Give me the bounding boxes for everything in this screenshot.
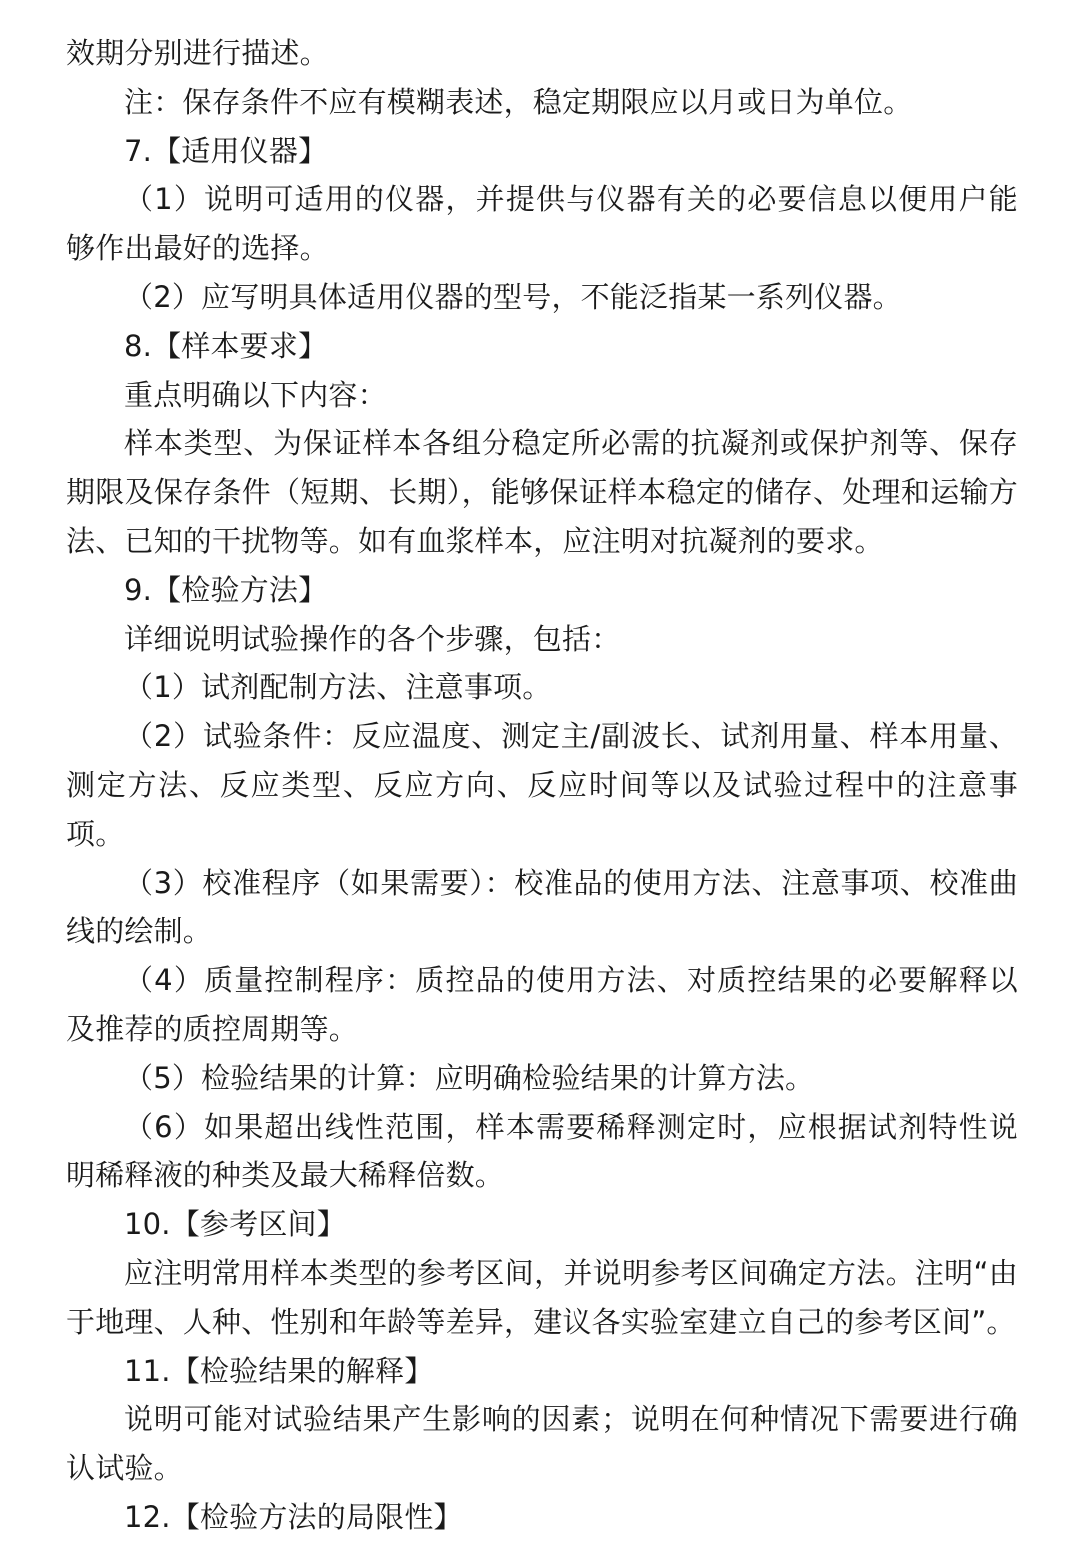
section-heading-10: 10.【参考区间】 (124, 1207, 346, 1242)
section-heading-12: 12.【检验方法的局限性】 (124, 1499, 463, 1534)
continued-paragraph: 效期分别进行描述。 (66, 36, 329, 70)
section-heading-8: 8.【样本要求】 (124, 328, 328, 363)
method-item-4: （4）质量控制程序：质控品的使用方法、对质控结果的必要解释以及推荐的质控周期等。 (66, 963, 1018, 1046)
section-heading-9: 9.【检验方法】 (124, 572, 328, 607)
storage-note: 注：保存条件不应有模糊表述，稳定期限应以月或日为单位。 (124, 84, 913, 119)
instrument-item-2: （2）应写明具体适用仪器的型号，不能泛指某一系列仪器。 (124, 279, 902, 314)
method-item-5: （5）检验结果的计算：应明确检验结果的计算方法。 (124, 1060, 815, 1095)
sample-intro: 重点明确以下内容： (124, 377, 387, 412)
method-item-1: （1）试剂配制方法、注意事项。 (124, 670, 552, 705)
section-heading-7: 7.【适用仪器】 (124, 133, 328, 168)
result-interpretation-text: 说明可能对试验结果产生影响的因素；说明在何种情况下需要进行确认试验。 (66, 1402, 1018, 1486)
method-item-3: （3）校准程序（如果需要）：校准品的使用方法、注意事项、校准曲线的绘制。 (66, 865, 1018, 949)
method-item-6: （6）如果超出线性范围，样本需要稀释测定时，应根据试剂特性说明稀释液的种类及最大稀释倍数。 (66, 1109, 1018, 1193)
instrument-item-1: （1）说明可适用的仪器，并提供与仪器有关的必要信息以便用户能够作出最好的选择。 (66, 182, 1018, 266)
reference-interval-text: 应注明常用样本类型的参考区间，并说明参考区间确定方法。注明“由于地理、人种、性别和年龄等差异，建议各实验室建立自己的参考区间”。 (66, 1255, 1018, 1339)
method-intro: 详细说明试验操作的各个步骤，包括： (124, 621, 621, 656)
section-heading-11: 11.【检验结果的解释】 (124, 1353, 434, 1388)
method-item-2: （2）试验条件：反应温度、测定主/副波长、试剂用量、样本用量、测定方法、反应类型、反应方向、反应时间等以及试验过程中的注意事项。 (66, 719, 1018, 851)
sample-details: 样本类型、为保证样本各组分稳定所必需的抗凝剂或保护剂等、保存期限及保存条件（短期、长期），能够保证样本稳定的储存、处理和运输方法、已知的干扰物等。如有血浆样本，应注明对抗凝剂的要求。 (66, 426, 1018, 558)
